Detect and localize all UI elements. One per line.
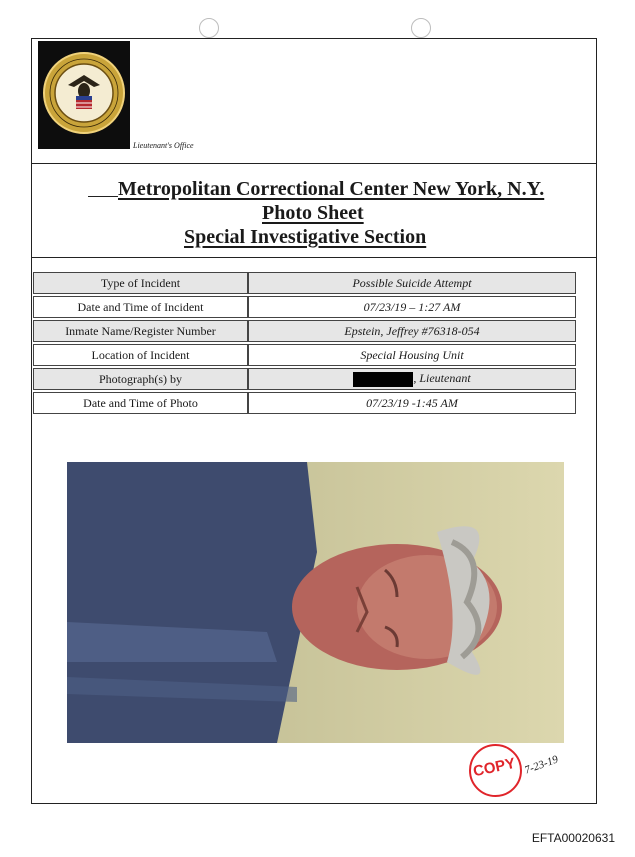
title-box (32, 164, 596, 258)
document-id: EFTA00020631 (531, 831, 615, 845)
copy-stamp-text: COPY (471, 754, 517, 781)
copy-stamp-icon (469, 744, 522, 797)
table-row (33, 368, 576, 390)
incident-table (33, 270, 576, 416)
row-value: 07/23/19 – 1:27 AM (248, 296, 576, 318)
row-label: Photograph(s) by (33, 368, 248, 390)
row-label: Type of Incident (33, 272, 248, 294)
row-label: Inmate Name/Register Number (33, 320, 248, 342)
table-row (33, 392, 576, 414)
incident-photograph (67, 462, 564, 743)
row-value: Possible Suicide Attempt (248, 272, 576, 294)
row-label: Location of Incident (33, 344, 248, 366)
doj-bop-seal-icon (38, 41, 130, 149)
redaction-bar (353, 372, 413, 387)
photo-sheet-frame (31, 38, 597, 804)
sheet-title: Photo Sheet (262, 202, 364, 224)
table-row (33, 296, 576, 318)
row-value: Epstein, Jeffrey #76318-054 (248, 320, 576, 342)
table-row (33, 320, 576, 342)
row-value: 07/23/19 -1:45 AM (248, 392, 576, 414)
table-row (33, 344, 576, 366)
facility-title: Metropolitan Correctional Center New York, N.Y. (118, 178, 545, 200)
section-title: Special Investigative Section (184, 226, 427, 248)
table-row (33, 272, 576, 294)
binder-hole-left (199, 18, 219, 38)
handwritten-date: 7-23-19 (522, 753, 560, 777)
photographer-title: , Lieutenant (413, 371, 471, 386)
binder-hole-right (411, 18, 431, 38)
row-value (248, 368, 576, 390)
row-label: Date and Time of Photo (33, 392, 248, 414)
lieutenants-office-label: Lieutenant's Office (133, 141, 194, 150)
header-box (32, 39, 596, 164)
row-value: Special Housing Unit (248, 344, 576, 366)
row-label: Date and Time of Incident (33, 296, 248, 318)
